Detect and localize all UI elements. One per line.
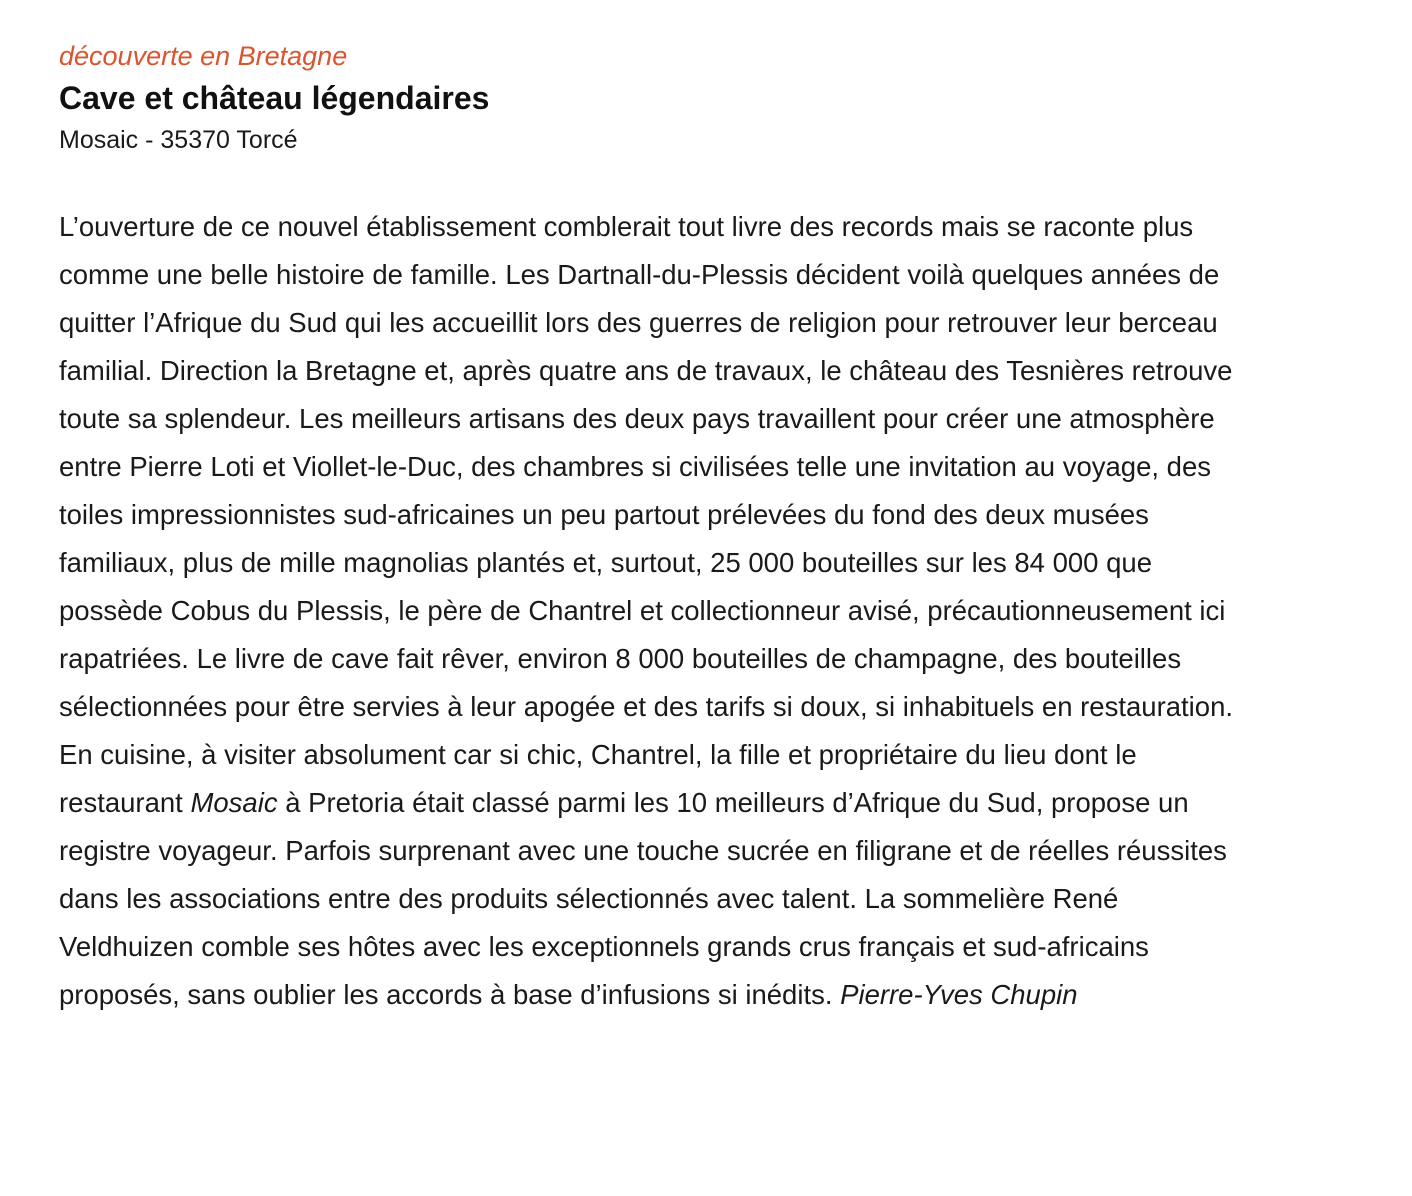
restaurant-name: Mosaic (190, 787, 278, 818)
article-title: Cave et château légendaires (59, 80, 490, 116)
article-location: Mosaic - 35370 Torcé (59, 126, 298, 154)
article-body-part2: à Pretoria était classé parmi les 10 meilleurs d’Afrique du Sud, propose un registre voyageur. Parfois surprenant avec une touche sucrée en filigrane et de réelles réussites dans les associations entre des produits sélectionnés avec talent. La sommelière René Veldhuizen comble ses hôtes avec les exceptionnels grands crus français et sud-africains proposés, sans oublier les accords à base d’infusions si inédits. (59, 787, 1227, 1010)
article-body (59, 203, 1239, 1019)
article-author: Pierre-Yves Chupin (840, 979, 1078, 1010)
article-kicker: découverte en Bretagne (59, 41, 348, 71)
article (59, 36, 1239, 1019)
article-body-part1: L’ouverture de ce nouvel établissement comblerait tout livre des records mais se raconte plus comme une belle histoire de famille. Les Dartnall-du-Plessis décident voilà quelques années de quitter l’Afrique du Sud qui les accueillit lors des guerres de religion pour retrouver leur berceau familial. Direction la Bretagne et, après quatre ans de travaux, le château des Tesnières retrouve toute sa splendeur. Les meilleurs artisans des deux pays travaillent pour créer une atmosphère entre Pierre Loti et Viollet-le-Duc, des chambres si civilisées telle une invitation au voyage, des toiles impressionnistes sud-africaines un peu partout prélevées du fond des deux musées familiaux, plus de mille magnolias plantés et, surtout, 25 000 bouteilles sur les 84 000 que possède Cobus du Plessis, le père de Chantrel et collectionneur avisé, précautionneusement ici rapatriées. Le livre de cave fait rêver, environ 8 000 bouteilles de champagne, des bouteilles sélectionnées pour être servies à leur apogée et des tarifs si doux, si inhabituels en restauration. En cuisine, à visiter absolument car si chic, Chantrel, la fille et propriétaire du lieu dont le restaurant (59, 211, 1234, 818)
